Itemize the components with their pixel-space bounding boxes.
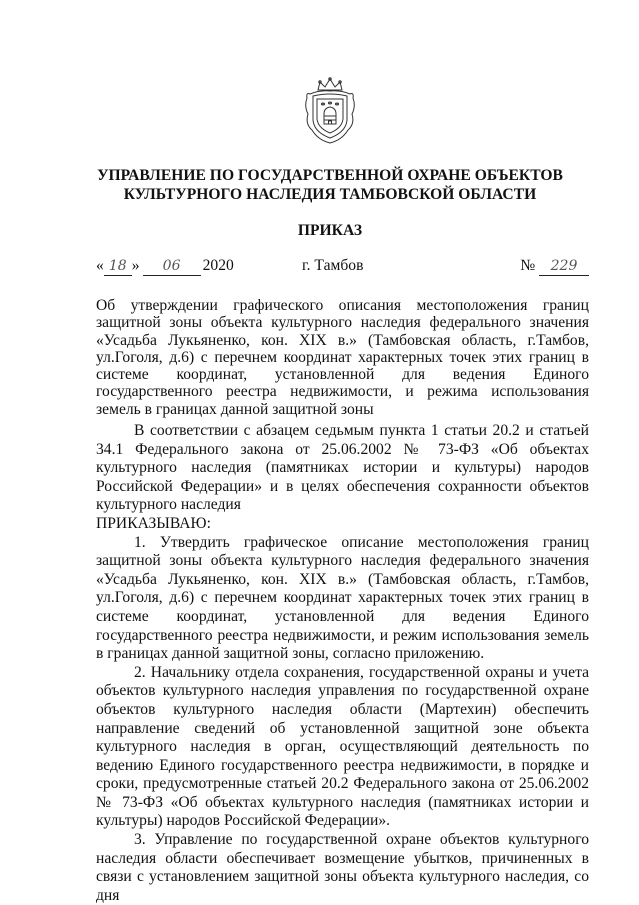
order-year: 2020 bbox=[202, 257, 234, 274]
tambov-coat-of-arms-icon bbox=[300, 76, 360, 146]
order-item-2: 2. Начальнику отдела сохранения, государственной охраны и учета объектов культурного наследия управления по государственной охране объектов культурного наследия области (Мартехин) обеспечить направление сведений об установленной защитной зоне объекта культурного наследия в орган, осуществляющий деятельность по ведению Единого государственного реестра недвижимости, в порядке и сроки, предусмотренные статьей 20.2 Федерального закона от 25.06.2002 № 73-ФЗ «Об объектах культурного наследия (памятниках истории и культуры) народов Российской Федерации». bbox=[96, 663, 589, 830]
order-city: г. Тамбов bbox=[302, 257, 364, 274]
order-meta bbox=[96, 256, 589, 278]
number-label: № bbox=[520, 257, 536, 274]
order-subject: Об утверждении графического описания местоположения границ защитной зоны объекта культурного наследия федерального значения «Усадьба Лукьяненко, кон. XIX в.» (Тамбовская область, г.Тамбов, ул.Гоголя, д.6) с перечнем координат характерных точек этих границ в системе координат, установленной для ведения Единого государственного реестра недвижимости, и режима использования земель в границах данной защитной зоны bbox=[96, 297, 589, 418]
handwritten-number: 229 bbox=[539, 258, 589, 276]
order-title: ПРИКАЗ bbox=[297, 222, 363, 239]
agency-name-line-1: УПРАВЛЕНИЕ ПО ГОСУДАРСТВЕННОЙ ОХРАНЕ ОБЪЕКТОВ bbox=[97, 167, 563, 184]
directive-text: ПРИКАЗЫВАЮ: bbox=[96, 514, 211, 532]
date-quote-open: « bbox=[96, 257, 104, 274]
order-number bbox=[520, 256, 589, 276]
order-item-1: 1. Утвердить графическое описание местоположения границ защитной зоны объекта культурного наследия федерального значения «Усадьба Лукьяненко, кон. XIX в.» (Тамбовская область, г.Тамбов, ул.Гоголя, д.6) с перечнем координат характерных точек этих границ в системе координат, установленной для ведения Единого государственного реестра недвижимости, и режим использования земель в границах данной защитной зоны, согласно приложению. bbox=[96, 533, 589, 663]
order-date bbox=[96, 256, 234, 276]
order-item-3: 3. Управление по государственной охране объектов культурного наследия области обеспечивает возмещение убытков, причиненных в связи с установлением защитной зоны объекта культурного наследия, со дня bbox=[96, 831, 589, 904]
agency-name-line-2: КУЛЬТУРНОГО НАСЛЕДИЯ ТАМБОВСКОЙ ОБЛАСТИ bbox=[123, 186, 537, 203]
handwritten-month: 06 bbox=[143, 258, 201, 276]
order-body bbox=[96, 422, 589, 905]
agency-name bbox=[60, 166, 600, 204]
preamble-paragraph: В соответствии с абзацем седьмым пункта 1 статьи 20.2 и статьей 34.1 Федерального закона от 25.06.2002 № 73-ФЗ «Об объектах культурного наследия (памятниках истории и культуры) народов Российской Федерации» и в целях обеспечения сохранности объектов культурного наследия bbox=[96, 422, 589, 514]
handwritten-day: 18 bbox=[104, 258, 132, 276]
date-quote-close: » bbox=[131, 257, 140, 274]
